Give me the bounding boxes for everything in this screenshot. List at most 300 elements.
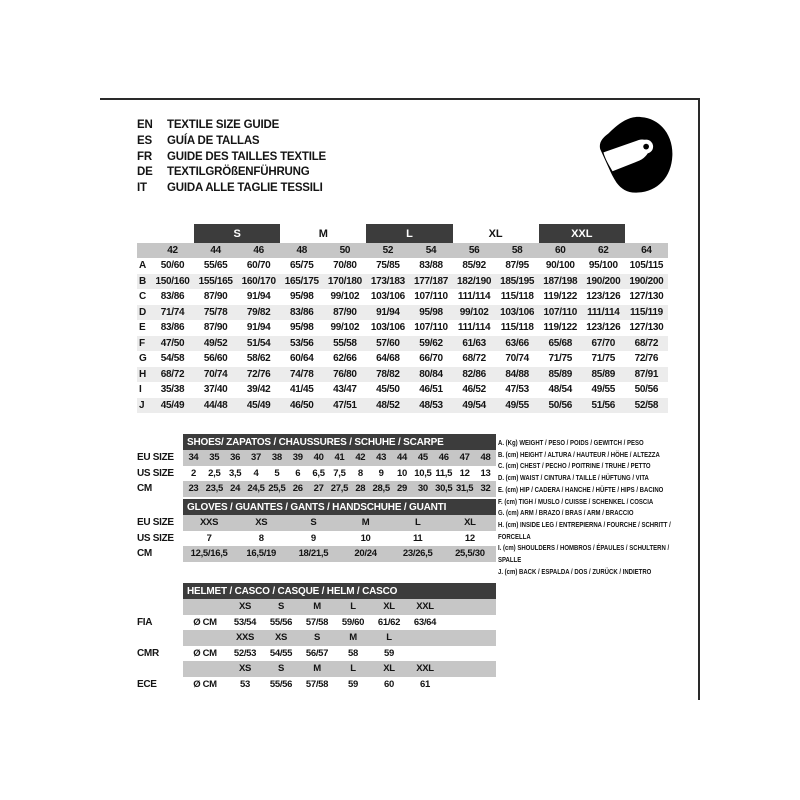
- measure-key-cell: B: [137, 274, 151, 290]
- value-cell: 23/26,5: [392, 546, 444, 562]
- measure-value-cell: 71/75: [591, 353, 616, 365]
- helmet-table-title: HELMET / CASCO / CASQUE / HELM / CASCO: [183, 583, 496, 599]
- measure-value-cell: 75/85: [376, 260, 400, 272]
- helmet-value-cell: 59/60: [341, 616, 365, 628]
- measure-key-cell: I: [139, 384, 142, 396]
- measure-value-cell: 68/72: [151, 367, 194, 383]
- band-row: [137, 450, 496, 466]
- value-cell: 31,5: [454, 481, 475, 497]
- size-number-cell: 58: [496, 243, 539, 258]
- helmet-value-cell: 55/56: [269, 616, 293, 628]
- helmet-icon: [592, 110, 674, 198]
- measure-value-cell: 111/114: [582, 305, 625, 321]
- helmet-value-cell: 59: [348, 678, 358, 690]
- helmet-value-cell: [407, 646, 443, 662]
- helmet-size-cell: L: [335, 599, 371, 615]
- measure-key-cell: C: [139, 291, 146, 303]
- value-cell: 30: [412, 481, 433, 497]
- measure-value-cell: 87/95: [505, 260, 529, 272]
- measure-value-cell: 160/170: [237, 274, 280, 290]
- standard-label-cell: CMR: [137, 647, 159, 659]
- value-cell: 7,5: [333, 467, 346, 479]
- measure-value-cell: 85/92: [462, 260, 486, 272]
- filler-cell: [443, 661, 496, 677]
- value-cell: 23: [183, 481, 204, 497]
- value-cell: 44: [392, 450, 413, 466]
- measure-value-cell: 111/114: [457, 291, 491, 303]
- measure-value-cell: 107/110: [539, 305, 582, 321]
- helmet-value-cell: 59: [384, 647, 394, 659]
- size-number-cell: 52: [366, 243, 409, 258]
- value-cell: 12,5/16,5: [183, 546, 235, 562]
- measure-value-cell: 57/60: [366, 336, 409, 352]
- legend-item: C. (cm) CHEST / PECHO / POITRINE / TRUHE / PETTO: [498, 461, 651, 471]
- measure-value-cell: 49/55: [496, 398, 539, 414]
- shoes-title-row: [137, 434, 496, 450]
- band-row: [137, 466, 496, 482]
- standard-label-cell: ECE: [137, 678, 157, 690]
- value-cell: 43: [371, 450, 392, 466]
- measure-value-cell: 80/84: [409, 367, 452, 383]
- value-cell: 48: [475, 450, 496, 466]
- value-cell: 27: [308, 481, 329, 497]
- measure-value-cell: 75/78: [194, 305, 237, 321]
- measure-row: [137, 398, 668, 414]
- measure-value-cell: 68/72: [462, 353, 486, 365]
- measure-value-cell: 48/52: [366, 398, 409, 414]
- measure-value-cell: 127/130: [629, 291, 664, 303]
- measure-value-cell: 65/75: [290, 260, 314, 272]
- measure-value-cell: 55/65: [203, 260, 228, 272]
- guide-title: TEXTILE SIZE GUIDE: [167, 119, 280, 131]
- helmet-value-cell: 52/53: [233, 647, 257, 659]
- value-cell: 24,5: [246, 481, 267, 497]
- row-label-cell: [137, 599, 183, 615]
- value-cell: 41: [329, 450, 350, 466]
- measure-value-cell: 51/54: [237, 336, 280, 352]
- size-group-m: M: [318, 227, 328, 240]
- helmet-size-cell: [407, 630, 443, 646]
- size-number-cell: 62: [582, 243, 625, 258]
- helmet-size-cell: XXL: [407, 661, 443, 677]
- helmet-value-cell: 58: [348, 647, 358, 659]
- measure-value-cell: 72/76: [237, 367, 280, 383]
- measure-value-cell: 103/106: [370, 322, 405, 334]
- measure-value-cell: 119/122: [543, 322, 577, 334]
- gloves-table-body: [137, 515, 496, 562]
- helmet-size-row: [137, 599, 496, 615]
- value-cell: 23,5: [204, 481, 225, 497]
- measure-value-cell: 46/51: [419, 384, 443, 396]
- measure-value-cell: 115/118: [500, 291, 534, 303]
- measure-value-cell: 49/54: [453, 398, 496, 414]
- value-cell: 2: [190, 467, 196, 479]
- legend-item: I. (cm) SHOULDERS / HOMBROS / ÉPAULES / SCHULTERN / SPALLE: [498, 543, 670, 565]
- measure-value-cell: 170/180: [323, 274, 366, 290]
- measure-value-cell: 91/94: [366, 305, 409, 321]
- measurement-legend: [498, 437, 688, 577]
- value-cell: 10: [360, 532, 371, 544]
- measure-value-cell: 90/100: [545, 260, 575, 272]
- helmet-value-cell: 57/58: [305, 678, 329, 690]
- helmet-size-cell: S: [263, 599, 299, 615]
- measure-value-cell: 115/119: [625, 305, 668, 321]
- size-group-row: [137, 224, 668, 243]
- size-group-xxl: XXL: [539, 224, 625, 243]
- size-number-row: [137, 243, 668, 258]
- diameter-label-cell: Ø CM: [193, 647, 217, 659]
- row-label-cell: [137, 630, 183, 646]
- row-label-cell: CM: [137, 548, 152, 560]
- measure-value-cell: 119/122: [543, 291, 577, 303]
- guide-title: GUIDE DES TAILLES TEXTILE: [167, 150, 326, 163]
- measure-key-cell: H: [137, 367, 151, 383]
- measure-row: [137, 367, 668, 383]
- helmet-size-cell: XL: [371, 661, 407, 677]
- title-spacer: [137, 583, 183, 599]
- language-code: IT: [137, 182, 147, 195]
- helmet-size-cell: M: [335, 630, 371, 646]
- title-spacer: [137, 499, 183, 515]
- value-cell: 34: [183, 450, 204, 466]
- measure-key-cell: E: [139, 322, 146, 334]
- measure-value-cell: 54/58: [160, 353, 185, 365]
- size-number-cell: 46: [237, 243, 280, 258]
- legend-item: J. (cm) BACK / ESPALDA / DOS / ZURÜCK / INDIETRO: [498, 566, 652, 576]
- value-cell: 28,5: [371, 481, 392, 497]
- helmet-value-cell: 61/62: [377, 616, 401, 628]
- measure-value-cell: 84/88: [496, 367, 539, 383]
- measure-value-cell: 68/72: [625, 336, 668, 352]
- measure-row: [137, 382, 668, 398]
- band-row: [137, 531, 496, 547]
- group-spacer: [625, 224, 668, 243]
- value-cell: 39: [287, 450, 308, 466]
- value-cell: 26: [287, 481, 308, 497]
- band-row: [137, 546, 496, 562]
- value-cell: 4: [253, 467, 259, 479]
- value-cell: 35: [204, 450, 225, 466]
- measure-value-cell: 127/130: [629, 322, 664, 334]
- language-row: [137, 181, 326, 197]
- value-cell: 11: [412, 532, 423, 544]
- size-number-cell: 42: [151, 243, 194, 258]
- band-row: [137, 515, 496, 531]
- value-cell: 25,5: [266, 481, 287, 497]
- size-number-cell: 54: [409, 243, 452, 258]
- value-cell: 10,5: [414, 467, 432, 479]
- measure-value-cell: 37/40: [203, 384, 228, 396]
- value-cell: 28: [350, 481, 371, 497]
- value-cell: 47: [454, 450, 475, 466]
- measure-value-cell: 190/200: [582, 274, 625, 290]
- value-cell: 16,5/19: [235, 546, 287, 562]
- measure-value-cell: 105/115: [629, 260, 664, 272]
- measure-row: [137, 336, 668, 352]
- measure-value-cell: 47/50: [151, 336, 194, 352]
- measure-value-cell: 45/49: [237, 398, 280, 414]
- helmet-size-cell: L: [371, 630, 407, 646]
- measure-value-cell: 71/74: [151, 305, 194, 321]
- measure-value-cell: 115/118: [500, 322, 534, 334]
- measure-value-cell: 70/74: [194, 367, 237, 383]
- measure-row: [137, 274, 668, 290]
- helmet-size-cell: XS: [227, 599, 263, 615]
- measure-row: [137, 305, 668, 321]
- measure-value-cell: 70/74: [505, 353, 529, 365]
- measure-value-cell: 60/70: [246, 260, 271, 272]
- value-cell: 38: [266, 450, 287, 466]
- measure-value-cell: 50/56: [634, 384, 659, 396]
- measure-value-cell: 99/102: [453, 305, 496, 321]
- measure-value-cell: 83/88: [419, 260, 443, 272]
- band-row: [137, 481, 496, 497]
- value-cell: XXS: [183, 515, 235, 531]
- helmet-table-body: [137, 599, 496, 692]
- measure-value-cell: 76/80: [323, 367, 366, 383]
- value-cell: XL: [444, 515, 496, 531]
- helmet-title-row: [137, 583, 496, 599]
- helmet-size-cell: L: [335, 661, 371, 677]
- measure-value-cell: 87/90: [203, 322, 228, 334]
- gloves-table: [137, 499, 496, 562]
- value-cell: 6,5: [312, 467, 325, 479]
- helmet-value-cell: 61: [420, 678, 430, 690]
- language-code: ES: [137, 134, 152, 147]
- measure-value-cell: 72/76: [634, 353, 659, 365]
- helmet-size-row: [137, 630, 496, 646]
- measure-value-cell: 71/75: [548, 353, 572, 365]
- measure-key-cell: A: [139, 260, 146, 272]
- measure-value-cell: 55/58: [323, 336, 366, 352]
- helmet-size-cell: S: [263, 661, 299, 677]
- size-number-cell: 60: [539, 243, 582, 258]
- value-cell: 25,5/30: [444, 546, 496, 562]
- measure-value-cell: 99/102: [330, 322, 360, 334]
- value-cell: 30,5: [433, 481, 454, 497]
- language-row: [137, 150, 326, 166]
- measure-value-cell: 62/66: [333, 353, 357, 365]
- measure-value-cell: 65/68: [539, 336, 582, 352]
- legend-item: H. (cm) INSIDE LEG / ENTREPIERNA / FOURCHE / SCHRITT / FORCELLA: [498, 519, 671, 541]
- guide-title: TEXTILGRÖßENFÜHRUNG: [167, 166, 310, 179]
- row-label-cell: EU SIZE: [137, 517, 174, 529]
- measure-value-cell: 35/38: [160, 384, 185, 396]
- helmet-value-cell: 57/58: [305, 616, 329, 628]
- value-cell: 3,5: [228, 467, 242, 479]
- measure-value-cell: 48/54: [548, 384, 572, 396]
- helmet-size-cell: XXL: [407, 599, 443, 615]
- value-cell: 29: [392, 481, 413, 497]
- value-cell: S: [287, 515, 339, 531]
- row-label-cell: CM: [137, 483, 152, 495]
- measure-value-cell: 50/60: [160, 260, 185, 272]
- measure-value-cell: 51/56: [582, 398, 625, 414]
- value-cell: 11,5: [435, 467, 453, 479]
- helmet-value-cell: 55/56: [269, 678, 293, 690]
- measure-value-cell: 103/106: [496, 305, 539, 321]
- measure-value-cell: 74/78: [280, 367, 323, 383]
- language-code: EN: [137, 119, 153, 131]
- shoes-table: [137, 434, 496, 497]
- measure-row: [137, 289, 668, 305]
- measure-value-cell: 52/58: [625, 398, 668, 414]
- measure-value-cell: 41/45: [290, 384, 314, 396]
- measure-key-cell: D: [137, 305, 151, 321]
- language-row: [137, 165, 326, 181]
- measure-value-cell: 107/110: [414, 291, 448, 303]
- helmet-value-cell: 54/55: [269, 647, 293, 659]
- measure-value-cell: 67/70: [582, 336, 625, 352]
- row-label-cell: US SIZE: [137, 532, 174, 544]
- legend-item: A. (Kg) WEIGHT / PESO / POIDS / GEWITCH / PESO: [498, 438, 644, 447]
- gloves-title-row: [137, 499, 496, 515]
- measure-value-cell: 123/126: [586, 291, 621, 303]
- row-label-cell: US SIZE: [137, 467, 174, 479]
- measure-value-cell: 95/98: [290, 322, 314, 334]
- value-cell: 12: [459, 467, 470, 479]
- legend-item: D. (cm) WAIST / CINTURA / TAILLE / HÜFTUNG / VITA: [498, 473, 649, 483]
- measure-value-cell: 185/195: [496, 274, 539, 290]
- measure-value-cell: 43/47: [333, 384, 357, 396]
- helmet-value-row: [137, 646, 496, 662]
- measure-value-cell: 99/102: [330, 291, 360, 303]
- size-number-cell: 50: [323, 243, 366, 258]
- measure-value-cell: 95/100: [588, 260, 618, 272]
- measure-value-cell: 173/183: [366, 274, 409, 290]
- measure-value-cell: 49/55: [591, 384, 616, 396]
- measure-value-cell: 79/82: [237, 305, 280, 321]
- measure-value-cell: 64/68: [376, 353, 400, 365]
- helmet-size-cell: XS: [263, 630, 299, 646]
- helmet-size-cell: XXS: [227, 630, 263, 646]
- helmet-table: [137, 583, 496, 692]
- measure-value-cell: 111/114: [457, 322, 491, 334]
- measure-value-cell: 70/80: [333, 260, 357, 272]
- main-size-table-body: [137, 258, 668, 413]
- measure-value-cell: 103/106: [370, 291, 405, 303]
- value-cell: 6: [295, 467, 301, 479]
- measure-value-cell: 83/86: [160, 291, 185, 303]
- value-cell: 12: [464, 532, 475, 544]
- guide-title: GUIDA ALLE TAGLIE TESSILI: [167, 182, 323, 195]
- diameter-spacer-cell: [183, 630, 227, 646]
- measure-value-cell: 187/198: [539, 274, 582, 290]
- measure-value-cell: 85/89: [539, 367, 582, 383]
- measure-value-cell: 95/98: [290, 291, 314, 303]
- value-cell: 24: [225, 481, 246, 497]
- value-cell: 9: [310, 532, 316, 544]
- helmet-size-cell: M: [299, 599, 335, 615]
- measure-value-cell: 83/86: [280, 305, 323, 321]
- filler-cell: [443, 646, 496, 662]
- helmet-size-cell: S: [299, 630, 335, 646]
- value-cell: 32: [475, 481, 496, 497]
- measure-key-cell: G: [139, 353, 147, 365]
- language-code: FR: [137, 150, 152, 163]
- measure-row: [137, 320, 668, 336]
- size-group-xl: XL: [488, 227, 503, 240]
- gloves-table-title: GLOVES / GUANTES / GANTS / HANDSCHUHE / GUANTI: [183, 499, 496, 515]
- value-cell: 45: [412, 450, 433, 466]
- measure-value-cell: 59/62: [409, 336, 452, 352]
- helmet-value-row: [137, 677, 496, 693]
- value-cell: 9: [378, 467, 384, 479]
- measure-value-cell: 48/53: [409, 398, 452, 414]
- measure-value-cell: 95/98: [409, 305, 452, 321]
- value-cell: 27,5: [329, 481, 350, 497]
- measure-row: [137, 351, 668, 367]
- measure-key-cell: F: [137, 336, 151, 352]
- filler-cell: [443, 615, 496, 631]
- measure-value-cell: 45/50: [376, 384, 400, 396]
- value-cell: 36: [225, 450, 246, 466]
- measure-value-cell: 49/52: [194, 336, 237, 352]
- measure-value-cell: 91/94: [246, 291, 271, 303]
- size-group-l: L: [366, 224, 452, 243]
- measure-value-cell: 82/86: [453, 367, 496, 383]
- measure-value-cell: 63/66: [496, 336, 539, 352]
- helmet-value-cell: 53: [240, 678, 250, 690]
- measure-value-cell: 87/90: [323, 305, 366, 321]
- value-cell: 10: [397, 467, 407, 479]
- language-title-list: [137, 118, 326, 197]
- helmet-value-cell: 53/54: [233, 616, 257, 628]
- value-cell: 37: [246, 450, 267, 466]
- size-number-cell: 48: [280, 243, 323, 258]
- helmet-value-cell: 63/64: [413, 616, 437, 628]
- value-cell: 7: [206, 532, 212, 544]
- helmet-value-cell: 60: [384, 678, 394, 690]
- value-cell: 18/21,5: [287, 546, 339, 562]
- shoes-table-body: [137, 450, 496, 497]
- language-code: DE: [137, 166, 153, 179]
- value-cell: M: [339, 515, 391, 531]
- main-size-table: [137, 224, 668, 413]
- value-cell: 13: [480, 467, 491, 479]
- value-cell: 8: [357, 467, 363, 479]
- filler-cell: [443, 677, 496, 693]
- helmet-value-row: [137, 615, 496, 631]
- size-number-cell: 44: [194, 243, 237, 258]
- size-number-cell: 56: [453, 243, 496, 258]
- helmet-value-cell: 56/57: [305, 647, 329, 659]
- value-cell: XS: [235, 515, 287, 531]
- value-cell: 2,5: [208, 467, 221, 479]
- helmet-size-row: [137, 661, 496, 677]
- size-number-cell: 64: [625, 243, 668, 258]
- filler-cell: [443, 630, 496, 646]
- value-cell: 20/24: [339, 546, 391, 562]
- measure-key-cell: J: [137, 398, 151, 414]
- value-cell: 46: [433, 450, 454, 466]
- measure-value-cell: 53/56: [280, 336, 323, 352]
- measure-value-cell: 61/63: [453, 336, 496, 352]
- measure-value-cell: 47/51: [323, 398, 366, 414]
- guide-title: GUÍA DE TALLAS: [167, 134, 260, 147]
- value-cell: 40: [308, 450, 329, 466]
- diameter-spacer-cell: [183, 599, 227, 615]
- measure-value-cell: 78/82: [366, 367, 409, 383]
- diameter-label-cell: Ø CM: [193, 616, 217, 628]
- measure-value-cell: 46/52: [462, 384, 486, 396]
- measure-value-cell: 165/175: [280, 274, 323, 290]
- group-spacer: [137, 224, 194, 243]
- shoes-table-title: SHOES/ ZAPATOS / CHAUSSURES / SCHUHE / SCARPE: [183, 434, 496, 450]
- size-group-s: S: [194, 224, 280, 243]
- measure-value-cell: 46/50: [280, 398, 323, 414]
- value-cell: 42: [350, 450, 371, 466]
